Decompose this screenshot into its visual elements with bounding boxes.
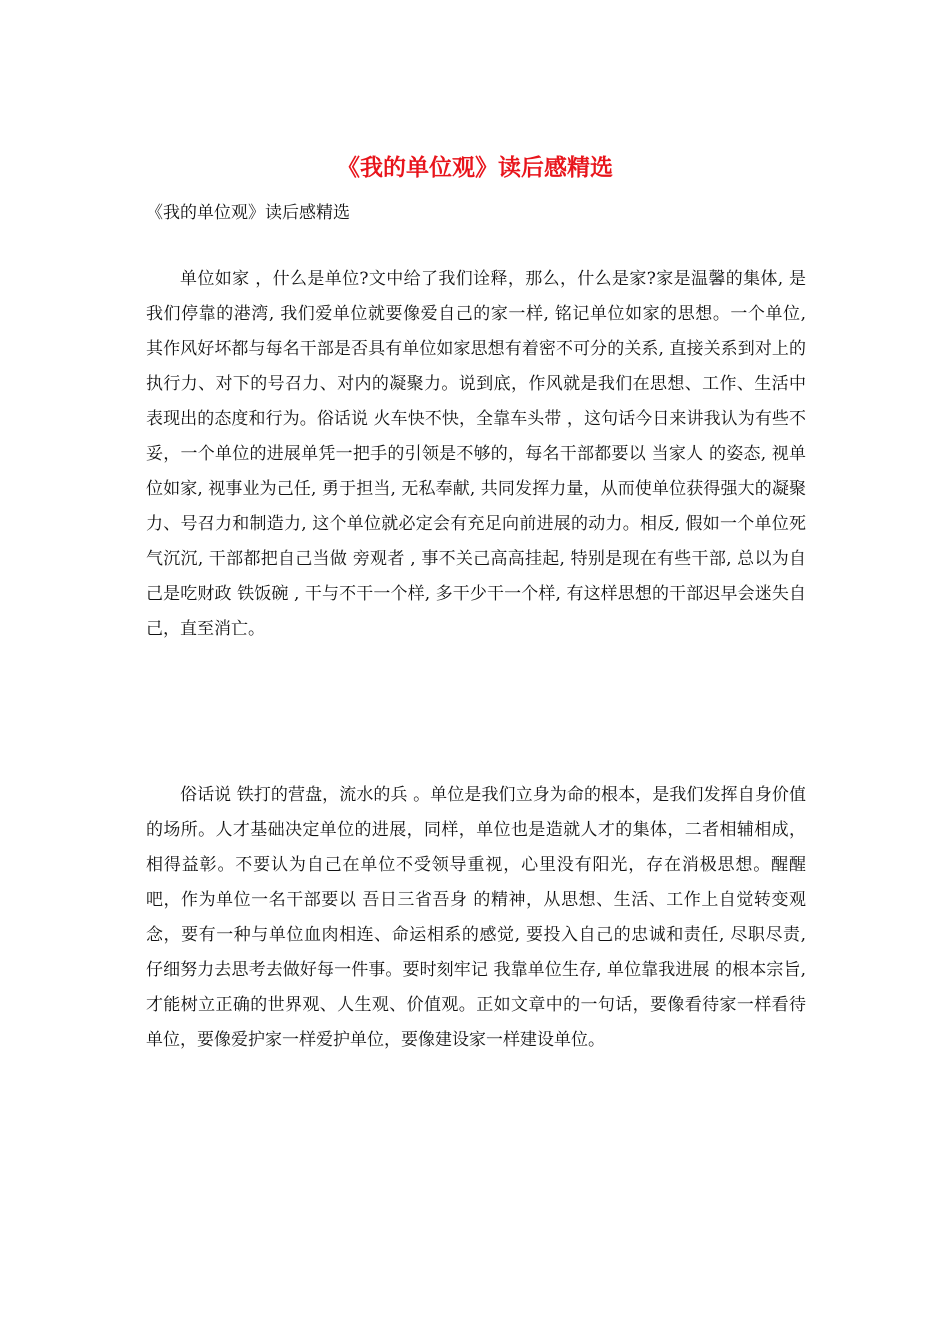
document-subtitle: 《我的单位观》读后感精选	[146, 203, 350, 223]
paragraph-2: 俗话说 铁打的营盘，流水的兵 。单位是我们立身为命的根本，是我们发挥自身价值的场所。人才基础决定单位的进展，同样，单位也是造就人才的集体，二者相辅相成，相得益彰。不要认为自己在单位不受领导重视，心里没有阳光，存在消极思想。醒醒吧，作为单位一名干部要以 吾日三省吾身 的精神，从思想、生活、工作上自觉转变观念，要有一种与单位血肉相连、命运相系的感觉, 要投入自己的忠诚和责任, 尽职尽责, 仔细努力去思考去做好每一件事。要时刻牢记 我靠单位生存, 单位靠我进展 的根本宗旨, 才能树立正确的世界观、人生观、价值观。正如文章中的一句话，要像看待家一样看待单位，要像爱护家一样爱护单位，要像建设家一样建设单位。	[146, 785, 806, 1050]
document-title: 《我的单位观》读后感精选	[337, 154, 613, 181]
paragraph-1: 单位如家 ，什么是单位?文中给了我们诠释，那么，什么是家?家是温馨的集体, 是我们停靠的港湾, 我们爱单位就要像爱自己的家一样, 铭记单位如家的思想。一个单位, 其作风好坏都与每名干部是否具有单位如家思想有着密不可分的关系, 直接关系到对上的执行力、对下的号召力、对内的凝聚力。说到底，作风就是我们在思想、工作、生活中表现出的态度和行为。俗话说 火车快不快，全靠车头带 ，这句话今日来讲我认为有些不妥，一个单位的进展单凭一把手的引领是不够的，每名干部都要以 当家人 的姿态, 视单位如家, 视事业为己任, 勇于担当, 无私奉献, 共同发挥力量，从而使单位获得强大的凝聚力、号召力和制造力, 这个单位就必定会有充足向前进展的动力。相反, 假如一个单位死气沉沉, 干部都把自己当做 旁观者 , 事不关己高高挂起, 特别是现在有些干部, 总以为自己是吃财政 铁饭碗 , 干与不干一个样, 多干少干一个样, 有这样思想的干部迟早会迷失自己，直至消亡。	[146, 269, 806, 639]
